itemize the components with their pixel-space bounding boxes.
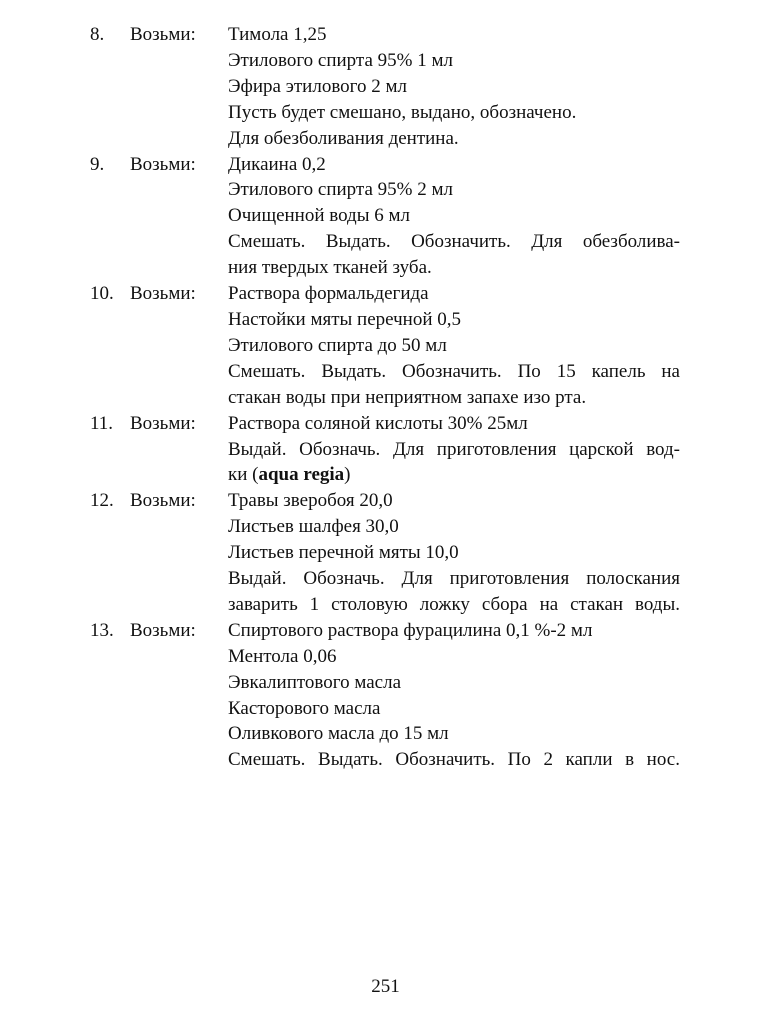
entry-line: заварить 1 столовую ложку сбора на стакан воды. (228, 593, 680, 615)
prescription-entry (90, 22, 690, 152)
entry-line: Выдай. Обозначь. Для приготовления царской вод- (228, 438, 680, 460)
entry-line: Листьев перечной мяты 10,0 (228, 542, 459, 564)
entry-line: Смешать. Выдать. Обозначить. По 15 капель на (228, 360, 680, 382)
entry-verb: Возьми: (130, 153, 196, 175)
entry-verb: Возьми: (130, 24, 196, 45)
entry-line: Эвкалиптового масла (228, 671, 402, 693)
page-number: 251 (371, 976, 400, 997)
entry-verb: Возьми: (130, 490, 196, 512)
entry-line: Смешать. Выдать. Обозначить. По 2 капли в нос. (228, 749, 680, 771)
prescription-entry (90, 488, 690, 618)
entry-line: Выдай. Обозначь. Для приготовления полоскания (228, 568, 680, 590)
entry-line: Для обезболивания дентина. (228, 127, 459, 149)
entry-number: 11. (90, 412, 114, 434)
entry-line: Этилового спирта 95% 2 мл (228, 179, 453, 201)
entry-line: стакан воды при неприятном запахе изо рта. (228, 386, 587, 408)
entry-line: Спиртового раствора фурацилина 0,1 %-2 мл (228, 619, 593, 641)
entry-line: Настойки мяты перечной 0,5 (228, 308, 461, 330)
line-text: ки ( (228, 464, 259, 486)
entry-line: Касторового масла (228, 697, 381, 719)
entry-lines (228, 488, 680, 618)
entry-lines (228, 411, 680, 489)
entry-verb: Возьми: (130, 412, 196, 434)
entry-line: Раствора соляной кислоты 30% 25мл (228, 412, 528, 434)
prescription-entry (90, 411, 690, 489)
prescription-list (90, 22, 690, 773)
entry-line: Эфира этилового 2 мл (228, 75, 407, 97)
entry-verb: Возьми: (130, 283, 196, 305)
entry-line: Тимола 1,25 (228, 24, 327, 45)
entry-line: Этилового спирта до 50 мл (228, 334, 447, 356)
entry-lines (228, 618, 680, 773)
entry-line: Очищенной воды 6 мл (228, 205, 410, 227)
latin-term: aqua regia (258, 464, 345, 486)
entry-lines (228, 281, 680, 411)
entry-number: 10. (90, 283, 114, 305)
prescription-entry (90, 618, 690, 773)
entry-lines (228, 22, 680, 152)
entry-line (228, 462, 680, 488)
entry-line: Оливкового масла до 15 мл (228, 723, 449, 745)
prescription-entry (90, 152, 690, 282)
entry-line: Пусть будет смешано, выдано, обозначено. (228, 101, 577, 123)
entry-line: Этилового спирта 95% 1 мл (228, 49, 453, 71)
entry-line: Ментола 0,06 (228, 645, 337, 667)
prescription-entry (90, 281, 690, 411)
entry-number: 8. (90, 24, 105, 45)
entry-number: 9. (90, 153, 105, 175)
entry-line: Травы зверобоя 20,0 (228, 490, 393, 512)
entry-number: 13. (90, 619, 114, 641)
line-suffix: ) (344, 464, 351, 486)
entry-number: 12. (90, 490, 114, 512)
entry-verb: Возьми: (130, 619, 196, 641)
entry-line: Дикаина 0,2 (228, 153, 326, 175)
entry-lines (228, 152, 680, 282)
entry-line: Смешать. Выдать. Обозначить. Для обезболива- (228, 231, 680, 253)
entry-line: Раствора формальдегида (228, 283, 429, 305)
entry-line: ния твердых тканей зуба. (228, 257, 432, 279)
entry-line: Листьев шалфея 30,0 (228, 516, 399, 538)
